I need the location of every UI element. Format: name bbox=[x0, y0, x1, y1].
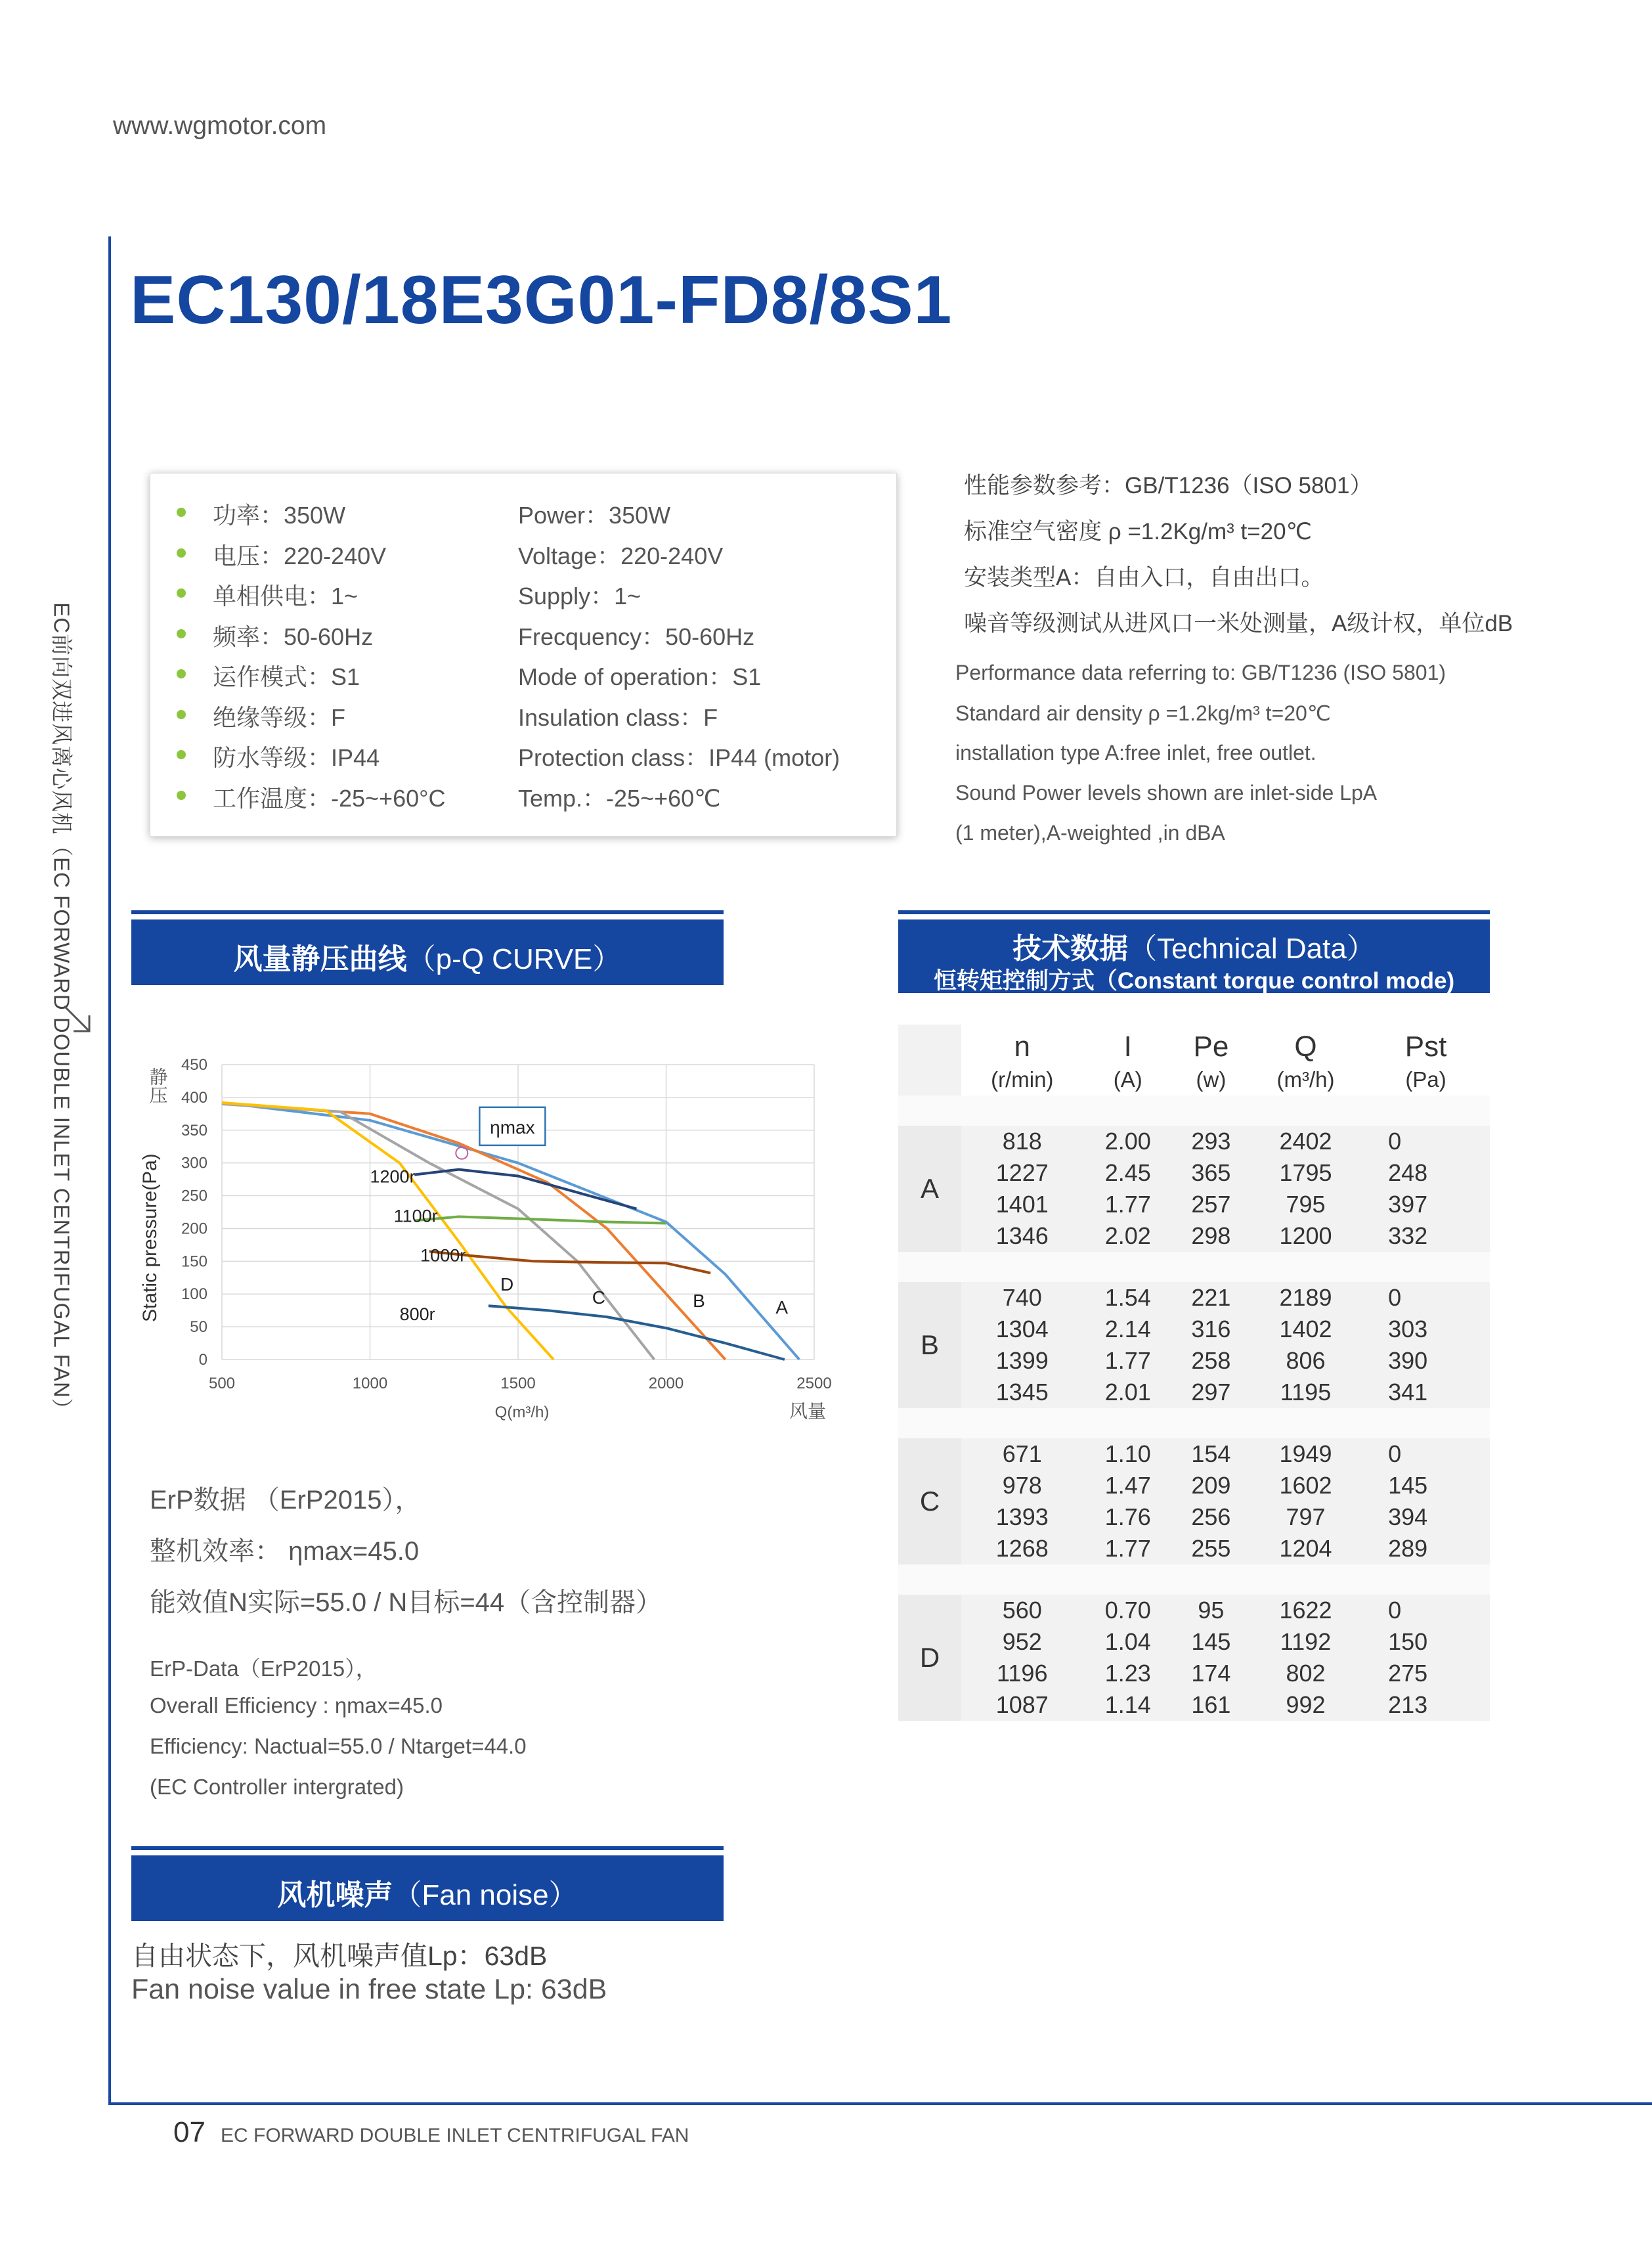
table-cell: 0 bbox=[1362, 1282, 1490, 1314]
page-number: 07 bbox=[173, 2116, 206, 2148]
table-row bbox=[898, 1220, 1490, 1252]
y-tick-label: 150 bbox=[181, 1252, 207, 1271]
arrow-icon bbox=[63, 1005, 92, 1034]
bullet-icon bbox=[177, 588, 186, 598]
table-cell: 256 bbox=[1173, 1501, 1250, 1533]
spec-item bbox=[150, 696, 896, 735]
spec-label-cn: 单相供电：1~ bbox=[213, 583, 359, 609]
table-cell: 257 bbox=[1173, 1189, 1250, 1220]
table-cell: 1.47 bbox=[1083, 1470, 1173, 1501]
spec-label-en: Temp.：-25~+60℃ bbox=[518, 784, 721, 812]
column-unit: (Pa) bbox=[1362, 1064, 1490, 1096]
ref-en-line: Sound Power levels shown are inlet-side LpA bbox=[955, 781, 1378, 805]
noise-title-en: （Fan noise） bbox=[393, 1879, 578, 1911]
table-cell: 1.10 bbox=[1083, 1438, 1173, 1470]
table-row bbox=[898, 1282, 1490, 1314]
spec-label-en: Protection class：IP44 (motor) bbox=[518, 744, 840, 771]
series-label: C bbox=[592, 1287, 605, 1308]
ref-en-line: (1 meter),A-weighted ,in dBA bbox=[955, 821, 1225, 845]
series-line-1200r bbox=[414, 1170, 636, 1209]
table-cell: 297 bbox=[1173, 1377, 1250, 1408]
table-cell: 1087 bbox=[961, 1689, 1083, 1721]
table-cell: 0 bbox=[1362, 1438, 1490, 1470]
table-cell: 145 bbox=[1173, 1626, 1250, 1658]
spec-label-cn: 防水等级：IP44 bbox=[213, 744, 380, 771]
table-cell: 390 bbox=[1362, 1345, 1490, 1377]
table-cell: 1204 bbox=[1250, 1533, 1362, 1564]
y-tick-label: 450 bbox=[181, 1056, 207, 1074]
curve-title-cn: 风量静压曲线 bbox=[233, 943, 407, 975]
table-cell: 1602 bbox=[1250, 1470, 1362, 1501]
table-cell: 1.04 bbox=[1083, 1626, 1173, 1658]
column-header: n bbox=[961, 1025, 1083, 1064]
table-cell: 2.45 bbox=[1083, 1157, 1173, 1189]
footer-rule bbox=[108, 2102, 1652, 2105]
table-cell: 248 bbox=[1362, 1157, 1490, 1189]
group-label: B bbox=[898, 1282, 961, 1408]
table-cell: 1195 bbox=[1250, 1377, 1362, 1408]
spec-label-en: Frecquency：50-60Hz bbox=[518, 623, 755, 650]
table-cell: 150 bbox=[1362, 1626, 1490, 1658]
table-cell: 1304 bbox=[961, 1314, 1083, 1345]
table-row bbox=[898, 1189, 1490, 1220]
table-cell: 316 bbox=[1173, 1314, 1250, 1345]
table-row bbox=[898, 1345, 1490, 1377]
noise-en: Fan noise value in free state Lp: 63dB bbox=[131, 1974, 607, 2005]
table-cell: 1345 bbox=[961, 1377, 1083, 1408]
table-cell: 1200 bbox=[1250, 1220, 1362, 1252]
bullet-icon bbox=[177, 548, 186, 558]
table-cell: 1268 bbox=[961, 1533, 1083, 1564]
x-tick-label: 1500 bbox=[500, 1375, 536, 1392]
ref-en-line: Performance data referring to: GB/T1236 (ISO 5801) bbox=[955, 661, 1446, 684]
table-cell: 293 bbox=[1173, 1126, 1250, 1157]
column-unit: (w) bbox=[1173, 1064, 1250, 1096]
eta-max-marker bbox=[456, 1147, 467, 1159]
table-cell: 394 bbox=[1362, 1501, 1490, 1533]
side-label: EC前向双进风离心风机（EC FORWARD DOUBLE INLET CENTRIFUGAL FAN） bbox=[49, 602, 74, 1421]
table-cell: 303 bbox=[1362, 1314, 1490, 1345]
series-line-C bbox=[222, 1104, 655, 1360]
x-tick-label: 2500 bbox=[796, 1375, 832, 1392]
table-cell: 1.14 bbox=[1083, 1689, 1173, 1721]
noise-cn: 自由状态下，风机噪声值Lp：63dB bbox=[131, 1941, 548, 1971]
spec-label-cn: 电压：220-240V bbox=[213, 542, 387, 569]
table-cell: 2402 bbox=[1250, 1126, 1362, 1157]
tech-subtitle: 恒转矩控制方式（Constant torque control mode) bbox=[933, 968, 1455, 994]
table-cell: 1622 bbox=[1250, 1595, 1362, 1626]
table-cell: 1401 bbox=[961, 1189, 1083, 1220]
page-title: EC130/18E3G01-FD8/8S1 bbox=[130, 262, 953, 338]
y-tick-label: 300 bbox=[181, 1154, 207, 1172]
left-rule bbox=[108, 236, 111, 2103]
table-cell: 802 bbox=[1250, 1658, 1362, 1689]
spec-item bbox=[150, 736, 896, 775]
y-axis-label-cn: 静压 bbox=[146, 1067, 169, 1104]
table-row bbox=[898, 1595, 1490, 1626]
ref-cn-line: 安装类型A：自由入口，自由出口。 bbox=[964, 565, 1324, 590]
table-unit-row bbox=[898, 1064, 1490, 1096]
bullet-icon bbox=[177, 750, 186, 759]
spec-label-cn: 运作模式：S1 bbox=[213, 663, 360, 690]
table-cell: 2.01 bbox=[1083, 1377, 1173, 1408]
table-cell: 298 bbox=[1173, 1220, 1250, 1252]
column-unit: (r/min) bbox=[961, 1064, 1083, 1096]
spec-label-cn: 工作温度：-25~+60°C bbox=[213, 784, 446, 812]
spec-card bbox=[150, 473, 897, 837]
ref-cn-line: 噪音等级测试从进风口一米处测量，A级计权，单位dB bbox=[964, 611, 1513, 636]
table-cell: 1.77 bbox=[1083, 1533, 1173, 1564]
table-cell: 952 bbox=[961, 1626, 1083, 1658]
footer-accent bbox=[108, 2102, 287, 2105]
table-cell: 992 bbox=[1250, 1689, 1362, 1721]
spec-label-en: Power：350W bbox=[518, 502, 671, 529]
speed-label: 800r bbox=[399, 1304, 435, 1325]
table-cell: 671 bbox=[961, 1438, 1083, 1470]
y-tick-label: 0 bbox=[198, 1351, 207, 1369]
erp-cn-line: 能效值N实际=55.0 / N目标=44（含控制器） bbox=[150, 1588, 663, 1617]
erp-en-line: Efficiency: Nactual=55.0 / Ntarget=44.0 bbox=[150, 1734, 527, 1758]
spec-item bbox=[150, 534, 896, 573]
series-label: A bbox=[775, 1297, 789, 1318]
table-cell: 1.54 bbox=[1083, 1282, 1173, 1314]
spec-label-en: Insulation class：F bbox=[518, 703, 718, 731]
column-header: Q bbox=[1250, 1025, 1362, 1064]
website-url[interactable]: www.wgmotor.com bbox=[113, 112, 327, 140]
spec-label-cn: 功率：350W bbox=[213, 502, 346, 529]
spec-item bbox=[150, 776, 896, 816]
table-cell: 806 bbox=[1250, 1345, 1362, 1377]
footer-text: EC FORWARD DOUBLE INLET CENTRIFUGAL FAN bbox=[221, 2125, 689, 2146]
noise-header bbox=[131, 1855, 724, 1921]
table-cell: 161 bbox=[1173, 1689, 1250, 1721]
spec-label-en: Supply：1~ bbox=[518, 583, 641, 609]
table-cell: 797 bbox=[1250, 1501, 1362, 1533]
table-row bbox=[898, 1314, 1490, 1345]
table-cell: 1949 bbox=[1250, 1438, 1362, 1470]
speed-label: 1100r bbox=[393, 1206, 438, 1226]
series-label: D bbox=[500, 1274, 514, 1295]
y-tick-label: 100 bbox=[181, 1285, 207, 1304]
table-cell: 1227 bbox=[961, 1157, 1083, 1189]
bullet-icon bbox=[177, 710, 186, 719]
table-cell: 1399 bbox=[961, 1345, 1083, 1377]
bullet-icon bbox=[177, 508, 186, 517]
x-axis-label-cn: 风量 bbox=[789, 1401, 827, 1421]
series-line-B bbox=[222, 1104, 726, 1360]
series-line-1100r bbox=[414, 1217, 666, 1224]
table-cell: 818 bbox=[961, 1126, 1083, 1157]
tech-title-en: （Technical Data） bbox=[1128, 933, 1376, 965]
table-cell: 1.23 bbox=[1083, 1658, 1173, 1689]
column-header: Pst bbox=[1362, 1025, 1490, 1064]
y-tick-label: 350 bbox=[181, 1121, 207, 1140]
spec-item bbox=[150, 574, 896, 613]
bullet-icon bbox=[177, 629, 186, 638]
table-row bbox=[898, 1533, 1490, 1564]
table-cell: 0.70 bbox=[1083, 1595, 1173, 1626]
table-cell: 221 bbox=[1173, 1282, 1250, 1314]
table-cell: 2.14 bbox=[1083, 1314, 1173, 1345]
x-tick-label: 500 bbox=[208, 1375, 236, 1392]
table-cell: 1196 bbox=[961, 1658, 1083, 1689]
technical-data-table bbox=[898, 1025, 1490, 1721]
bullet-icon bbox=[177, 669, 186, 678]
table-cell: 341 bbox=[1362, 1377, 1490, 1408]
x-tick-label: 2000 bbox=[648, 1375, 684, 1392]
table-cell: 2.02 bbox=[1083, 1220, 1173, 1252]
column-unit: (A) bbox=[1083, 1064, 1173, 1096]
table-cell: 2189 bbox=[1250, 1282, 1362, 1314]
tech-header bbox=[898, 919, 1490, 993]
table-cell: 332 bbox=[1362, 1220, 1490, 1252]
table-cell: 1.77 bbox=[1083, 1189, 1173, 1220]
spec-label-cn: 绝缘等级：F bbox=[213, 703, 345, 731]
ref-cn-line: 性能参数参考：GB/T1236（ISO 5801） bbox=[964, 473, 1373, 498]
y-tick-label: 200 bbox=[181, 1220, 207, 1238]
group-label: C bbox=[898, 1438, 961, 1564]
ref-en-line: Standard air density ρ =1.2kg/m³ t=20℃ bbox=[955, 701, 1331, 725]
table-cell: 95 bbox=[1173, 1595, 1250, 1626]
table-cell: 740 bbox=[961, 1282, 1083, 1314]
curve-header bbox=[131, 919, 724, 985]
table-row bbox=[898, 1470, 1490, 1501]
speed-label: 1200r bbox=[370, 1166, 416, 1187]
table-cell: 145 bbox=[1362, 1470, 1490, 1501]
curve-title-en: （p-Q CURVE） bbox=[406, 943, 622, 975]
erp-cn-line: 整机效率： ηmax=45.0 bbox=[150, 1537, 420, 1566]
table-row bbox=[898, 1157, 1490, 1189]
erp-en-line: Overall Efficiency : ηmax=45.0 bbox=[150, 1693, 443, 1717]
table-cell: 1192 bbox=[1250, 1626, 1362, 1658]
erp-en-line: ErP-Data（ErP2015）， bbox=[150, 1656, 378, 1681]
table-cell: 255 bbox=[1173, 1533, 1250, 1564]
spec-label-cn: 频率：50-60Hz bbox=[213, 623, 374, 650]
spec-item bbox=[150, 493, 896, 533]
spec-label-en: Mode of operation：S1 bbox=[518, 663, 762, 690]
table-cell: 289 bbox=[1362, 1533, 1490, 1564]
table-cell: 0 bbox=[1362, 1126, 1490, 1157]
table-row bbox=[898, 1501, 1490, 1533]
speed-label: 1000r bbox=[420, 1245, 466, 1266]
table-header-row bbox=[898, 1025, 1490, 1064]
x-axis-label: Q(m³/h) bbox=[494, 1404, 550, 1421]
table-cell: 1.76 bbox=[1083, 1501, 1173, 1533]
y-tick-label: 50 bbox=[190, 1318, 207, 1337]
series-line-800r bbox=[489, 1306, 785, 1360]
column-header: Pe bbox=[1173, 1025, 1250, 1064]
noise-title-cn: 风机噪声 bbox=[277, 1879, 393, 1911]
spec-label-en: Voltage：220-240V bbox=[518, 542, 724, 569]
x-tick-label: 1000 bbox=[352, 1375, 388, 1392]
series-label: B bbox=[693, 1291, 705, 1312]
table-cell: 1402 bbox=[1250, 1314, 1362, 1345]
table-cell: 397 bbox=[1362, 1189, 1490, 1220]
tech-title-cn: 技术数据 bbox=[1012, 933, 1129, 965]
table-cell: 213 bbox=[1362, 1689, 1490, 1721]
table-row bbox=[898, 1377, 1490, 1408]
ref-cn-line: 标准空气密度 ρ =1.2Kg/m³ t=20℃ bbox=[964, 519, 1312, 544]
group-label: D bbox=[898, 1595, 961, 1721]
spec-item bbox=[150, 615, 896, 654]
bullet-icon bbox=[177, 791, 186, 800]
table-cell: 0 bbox=[1362, 1595, 1490, 1626]
column-unit: (m³/h) bbox=[1250, 1064, 1362, 1096]
table-cell: 174 bbox=[1173, 1658, 1250, 1689]
table-row bbox=[898, 1626, 1490, 1658]
table-row bbox=[898, 1438, 1490, 1470]
table-row bbox=[898, 1126, 1490, 1157]
table-cell: 1795 bbox=[1250, 1157, 1362, 1189]
table-cell: 275 bbox=[1362, 1658, 1490, 1689]
erp-cn-line: ErP数据 （ErP2015）， bbox=[150, 1486, 422, 1515]
table-row bbox=[898, 1658, 1490, 1689]
table-row bbox=[898, 1689, 1490, 1721]
spec-item bbox=[150, 655, 896, 694]
pq-curve-chart bbox=[131, 1028, 867, 1448]
table-cell: 154 bbox=[1173, 1438, 1250, 1470]
table-cell: 1393 bbox=[961, 1501, 1083, 1533]
y-axis-label: Static pressure(Pa) bbox=[139, 1153, 161, 1322]
table-cell: 795 bbox=[1250, 1189, 1362, 1220]
ref-en-line: installation type A:free inlet, free outlet. bbox=[955, 741, 1316, 764]
table-cell: 1346 bbox=[961, 1220, 1083, 1252]
group-label: A bbox=[898, 1126, 961, 1252]
table-cell: 258 bbox=[1173, 1345, 1250, 1377]
table-cell: 978 bbox=[961, 1470, 1083, 1501]
column-header: I bbox=[1083, 1025, 1173, 1064]
eta-max-text: ηmax bbox=[490, 1117, 535, 1138]
erp-en-line: (EC Controller intergrated) bbox=[150, 1775, 404, 1799]
y-tick-label: 250 bbox=[181, 1187, 207, 1205]
table-cell: 560 bbox=[961, 1595, 1083, 1626]
table-cell: 2.00 bbox=[1083, 1126, 1173, 1157]
y-tick-label: 400 bbox=[181, 1088, 207, 1107]
table-cell: 209 bbox=[1173, 1470, 1250, 1501]
table-cell: 365 bbox=[1173, 1157, 1250, 1189]
table-cell: 1.77 bbox=[1083, 1345, 1173, 1377]
